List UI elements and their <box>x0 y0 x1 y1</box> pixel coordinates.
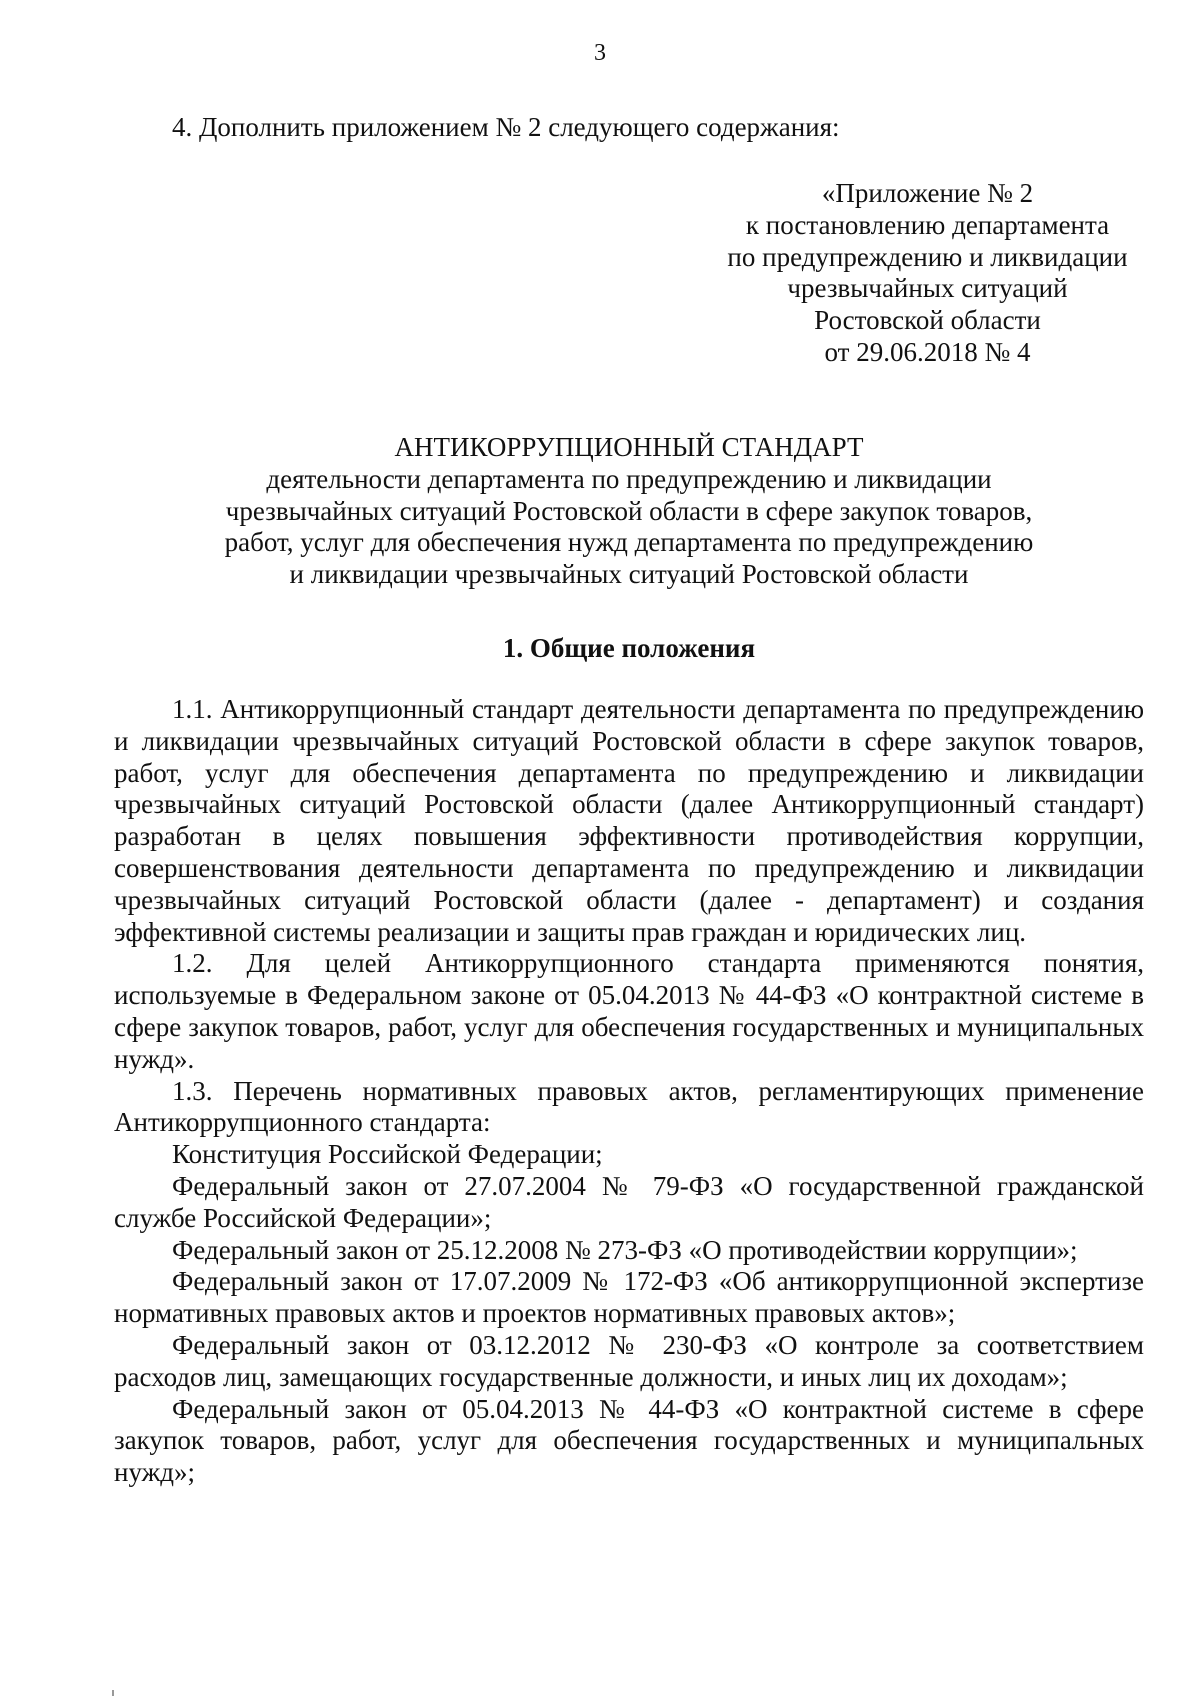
body-text <box>114 694 1144 1489</box>
annex-line: по предупреждению и ликвидации <box>727 241 1128 272</box>
annex-line: от 29.06.2018 № 4 <box>824 336 1031 367</box>
section-heading: 1. Общие положения <box>502 633 756 663</box>
amendment-line: 4. Дополнить приложением № 2 следующего содержания: <box>172 112 840 142</box>
paragraph: Федеральный закон от 17.07.2009 № 172-ФЗ «Об антикоррупционной экспертизе нормативных правовых актов и проектов нормативных правовых актов»; <box>114 1266 1144 1329</box>
paragraph: Конституция Российской Федерации; <box>172 1139 603 1170</box>
title-subtitle-line: и ликвидации чрезвычайных ситуаций Ростовской области <box>289 559 969 590</box>
scan-mark <box>112 1690 114 1696</box>
annex-line: чрезвычайных ситуаций <box>787 273 1068 304</box>
paragraph: Федеральный закон от 25.12.2008 № 273-ФЗ «О противодействии коррупции»; <box>172 1234 1078 1265</box>
paragraph: 1.2. Для целей Антикоррупционного стандарта применяются понятия, используемые в Федеральном законе от 05.04.2013 № 44-ФЗ «О контрактной системе в сфере закупок товаров, работ, услуг для обеспечения государственных и муниципальных нужд». <box>114 948 1144 1074</box>
annex-line: Ростовской области <box>814 305 1041 336</box>
paragraph: Федеральный закон от 27.07.2004 № 79-ФЗ «О государственной гражданской службе Российской Федерации»; <box>114 1170 1144 1233</box>
title-subtitle-line: деятельности департамента по предупреждению и ликвидации <box>266 463 992 494</box>
paragraph: Федеральный закон от 03.12.2012 № 230-ФЗ «О контроле за соответствием расходов лиц, замещающих государственные должности, и иных лиц их доходам»; <box>114 1329 1144 1392</box>
annex-line: «Приложение № 2 <box>821 178 1034 208</box>
title-subtitle-line: работ, услуг для обеспечения нужд департамента по предупреждению <box>224 527 1034 558</box>
title-main: АНТИКОРРУПЦИОННЫЙ СТАНДАРТ <box>394 432 864 462</box>
paragraph: Федеральный закон от 05.04.2013 № 44-ФЗ «О контрактной системе в сфере закупок товаров, работ, услуг для обеспечения государственных и муниципальных нужд»; <box>114 1393 1144 1488</box>
title-subtitle-line: чрезвычайных ситуаций Ростовской области в сфере закупок товаров, <box>225 495 1033 526</box>
document-title <box>114 432 1144 591</box>
annex-line: к постановлению департамента <box>745 209 1110 240</box>
paragraph: 1.1. Антикоррупционный стандарт деятельности департамента по предупреждению и ликвидации чрезвычайных ситуаций Ростовской области в сфере закупок товаров, работ, услуг для обеспечения департамента по предупреждению и ликвидации чрезвычайных ситуаций Ростовской области (далее Антикоррупционный стандарт) разработан в целях повышения эффективности противодействия коррупции, совершенствования деятельности департамента по предупреждению и ликвидации чрезвычайных ситуаций Ростовской области (далее - департамент) и создания эффективной системы реализации и защиты прав граждан и юридических лиц. <box>114 694 1144 947</box>
paragraph: 1.3. Перечень нормативных правовых актов, регламентирующих применение Антикоррупционного стандарта: <box>114 1075 1144 1138</box>
page-number: 3 <box>594 40 606 66</box>
annex-header <box>675 178 1180 369</box>
